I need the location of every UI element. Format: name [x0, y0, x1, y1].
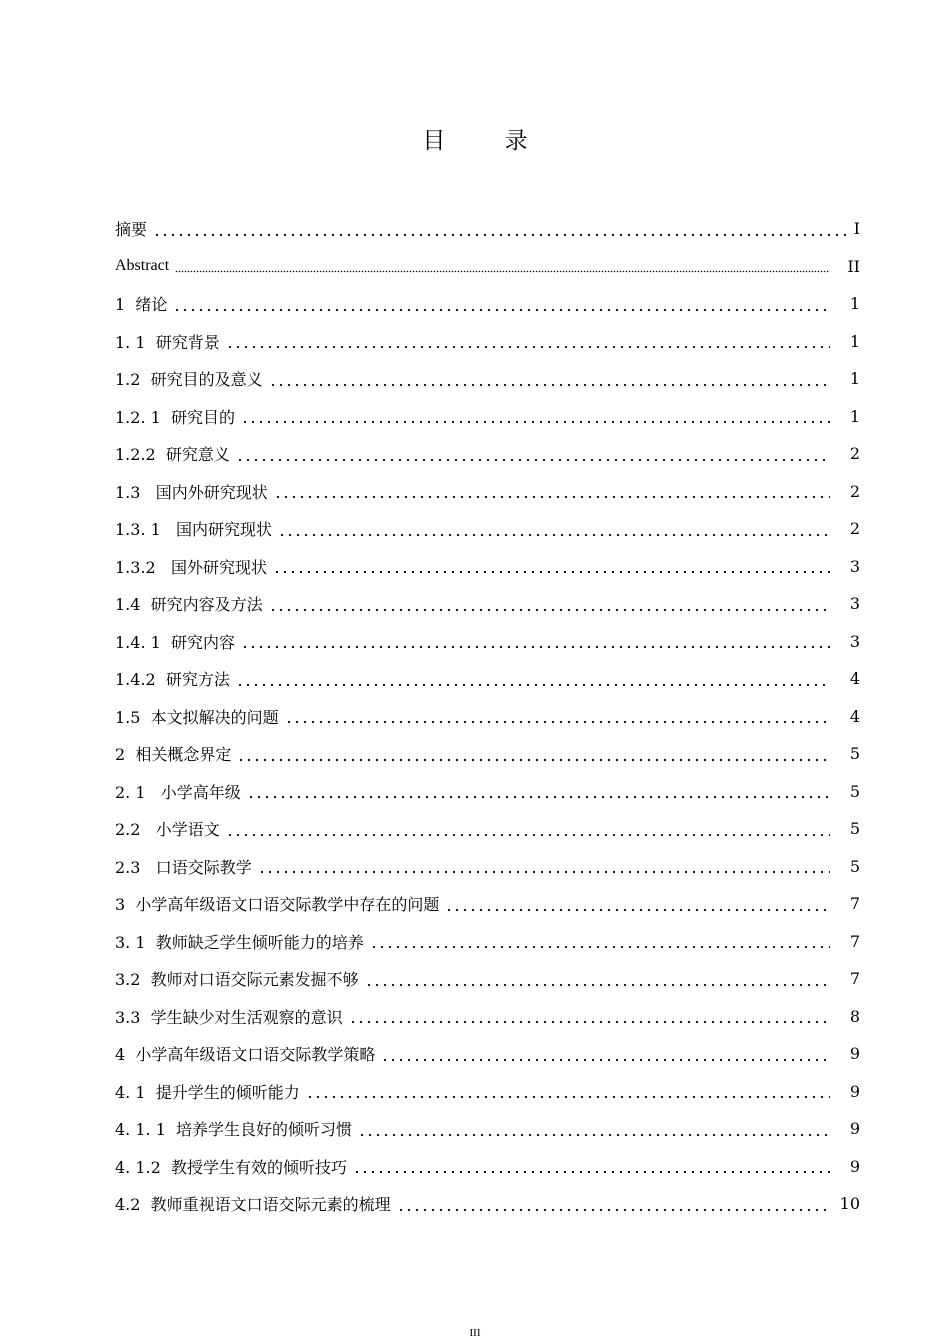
toc-entry-label: 1.2 研究目的及意义	[115, 370, 263, 390]
toc-entry-page: 9	[849, 1044, 860, 1064]
toc-entry-label: 1.4. 1 研究内容	[115, 632, 235, 652]
dot-leader	[306, 1082, 830, 1100]
dot-leader	[247, 782, 830, 800]
toc-entry-label: 2 相关概念界定	[115, 745, 232, 765]
toc-entry-label: 1.3. 1 国内研究现状	[115, 520, 273, 540]
dot-leader	[381, 1045, 830, 1063]
toc-entry-page: 3	[849, 631, 860, 651]
toc-entry-page: 5	[849, 744, 860, 764]
toc-entry-label: 3. 1 教师缺乏学生倾听能力的培养	[115, 932, 364, 952]
toc-entry[interactable]	[115, 735, 860, 773]
toc-entry-label: 4 小学高年级语文口语交际教学策略	[115, 1045, 376, 1065]
toc-entry[interactable]	[115, 1148, 860, 1186]
toc-entry-label: Abstract	[115, 257, 170, 275]
toc-entry-page: 1	[849, 369, 860, 389]
dot-leader	[175, 257, 830, 275]
toc-entry-label: 2.3 口语交际教学	[115, 857, 252, 877]
dot-leader	[173, 295, 830, 313]
page-title: 目 录	[422, 128, 554, 154]
toc-entry[interactable]	[115, 810, 860, 848]
toc-entry[interactable]	[115, 323, 860, 361]
dot-leader	[274, 482, 830, 500]
toc-entry[interactable]	[115, 1110, 860, 1148]
toc-entry-page: 5	[849, 819, 860, 839]
toc-entry-page: 9	[849, 1081, 860, 1101]
toc-entry[interactable]	[115, 698, 860, 736]
toc-entry-page: 4	[849, 669, 860, 689]
toc-entry-page: 7	[849, 931, 860, 951]
dot-leader	[237, 745, 830, 763]
dot-leader	[153, 220, 852, 238]
dot-leader	[269, 370, 830, 388]
toc-entry-label: 1.2. 1 研究目的	[115, 407, 235, 427]
toc-entry[interactable]	[115, 848, 860, 886]
toc-entry-label: 4. 1. 1 培养学生良好的倾听习惯	[115, 1120, 353, 1140]
toc-entry-label: 3.3 学生缺少对生活观察的意识	[115, 1007, 343, 1027]
toc-entry[interactable]	[115, 1035, 860, 1073]
toc-entry-label: 3 小学高年级语文口语交际教学中存在的问题	[115, 895, 440, 915]
dot-leader	[397, 1195, 830, 1213]
toc-entry-page: 3	[849, 556, 860, 576]
toc-entry-page: 7	[849, 894, 860, 914]
dot-leader	[269, 595, 830, 613]
dot-leader	[370, 932, 830, 950]
toc-entry-page: 5	[849, 781, 860, 801]
toc-entry[interactable]	[115, 660, 860, 698]
toc-entry-page: 2	[849, 519, 860, 539]
toc-entry-label: 1.3 国内外研究现状	[115, 482, 268, 502]
toc-entry[interactable]	[115, 210, 860, 248]
toc-entry-page: II	[847, 256, 860, 276]
dot-leader	[236, 670, 830, 688]
toc-entry[interactable]	[115, 585, 860, 623]
toc-entry[interactable]	[115, 548, 860, 586]
toc-entry-label: 摘要	[115, 220, 148, 240]
toc-entry[interactable]	[115, 360, 860, 398]
toc-entry[interactable]	[115, 998, 860, 1036]
toc-entry-page: 9	[849, 1156, 860, 1176]
toc-entry-label: 4.2 教师重视语文口语交际元素的梳理	[115, 1195, 391, 1215]
dot-leader	[353, 1157, 830, 1175]
toc-entry-page: 1	[849, 294, 860, 314]
dot-leader	[285, 707, 830, 725]
toc-entry-page: 2	[849, 444, 860, 464]
dot-leader	[226, 820, 830, 838]
toc-entry-label: 2. 1 小学高年级	[115, 782, 241, 802]
toc-entry-page: 8	[849, 1006, 860, 1026]
toc-entry-page: 10	[839, 1194, 860, 1214]
toc-entry[interactable]	[115, 398, 860, 436]
toc-entry-page: 2	[849, 481, 860, 501]
table-of-contents	[115, 210, 860, 1223]
toc-entry-page: 1	[849, 331, 860, 351]
toc-entry[interactable]	[115, 960, 860, 998]
toc-entry-label: 2.2 小学语文	[115, 820, 220, 840]
toc-entry-label: 4. 1 提升学生的倾听能力	[115, 1082, 300, 1102]
toc-entry[interactable]	[115, 1185, 860, 1223]
dot-leader	[241, 632, 830, 650]
toc-entry[interactable]	[115, 435, 860, 473]
toc-entry-page: 4	[849, 706, 860, 726]
dot-leader	[241, 407, 830, 425]
toc-entry[interactable]	[115, 885, 860, 923]
footer-page-number: III	[469, 1327, 481, 1339]
toc-entry-label: 3.2 教师对口语交际元素发掘不够	[115, 970, 359, 990]
toc-entry-page: 3	[849, 594, 860, 614]
toc-entry-page: 1	[849, 406, 860, 426]
toc-entry[interactable]	[115, 773, 860, 811]
toc-entry[interactable]	[115, 473, 860, 511]
toc-entry[interactable]	[115, 248, 860, 286]
toc-entry-label: 1.3.2 国外研究现状	[115, 557, 267, 577]
dot-leader	[226, 332, 830, 350]
toc-entry-label: 4. 1.2 教授学生有效的倾听技巧	[115, 1157, 347, 1177]
toc-entry-label: 1 绪论	[115, 295, 168, 315]
dot-leader	[365, 970, 830, 988]
toc-entry-page: I	[853, 219, 860, 239]
dot-leader	[445, 895, 830, 913]
toc-entry-page: 5	[849, 856, 860, 876]
dot-leader	[273, 557, 830, 575]
dot-leader	[358, 1120, 830, 1138]
toc-entry[interactable]	[115, 285, 860, 323]
dot-leader	[258, 857, 830, 875]
dot-leader	[236, 445, 830, 463]
toc-entry-page: 7	[849, 969, 860, 989]
toc-entry[interactable]	[115, 923, 860, 961]
dot-leader	[278, 520, 830, 538]
toc-entry[interactable]	[115, 623, 860, 661]
toc-entry[interactable]	[115, 1073, 860, 1111]
toc-entry-page: 9	[849, 1119, 860, 1139]
toc-entry-label: 1.5 本文拟解决的问题	[115, 707, 279, 727]
toc-entry-label: 1. 1 研究背景	[115, 332, 220, 352]
toc-entry[interactable]	[115, 510, 860, 548]
toc-entry-label: 1.4.2 研究方法	[115, 670, 230, 690]
dot-leader	[349, 1007, 830, 1025]
toc-entry-label: 1.2.2 研究意义	[115, 445, 230, 465]
toc-entry-label: 1.4 研究内容及方法	[115, 595, 263, 615]
